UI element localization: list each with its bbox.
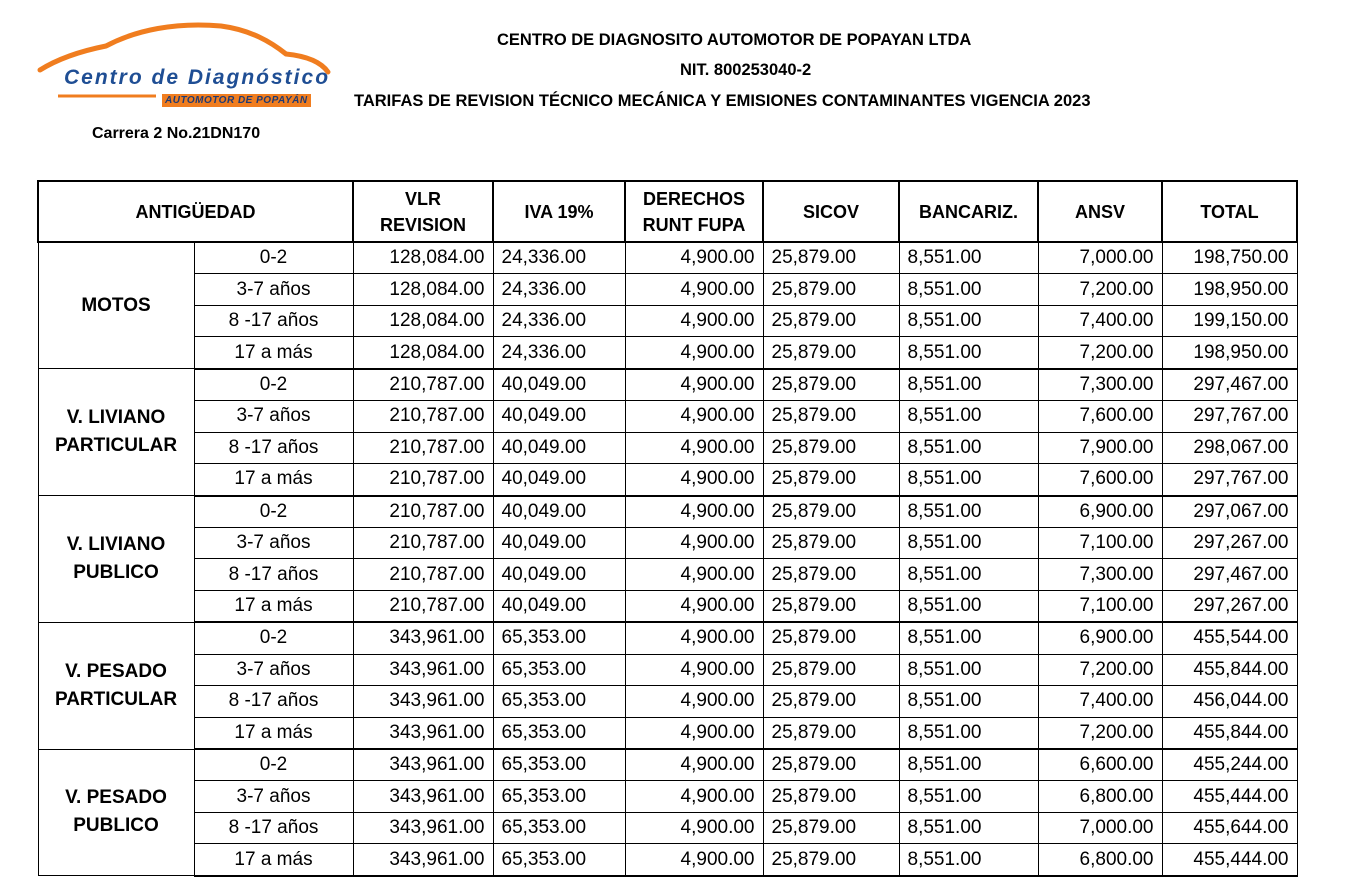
bancariz-cell: 8,551.00: [899, 812, 1038, 843]
table-row: [38, 844, 1297, 876]
vlr-revision-cell: 210,787.00: [353, 559, 493, 590]
sicov-cell: 25,879.00: [763, 369, 899, 401]
bancariz-cell: 8,551.00: [899, 242, 1038, 274]
company-logo: [36, 20, 356, 116]
iva-cell: 40,049.00: [493, 496, 625, 528]
ansv-cell: 7,000.00: [1038, 242, 1162, 274]
bancariz-cell: 8,551.00: [899, 559, 1038, 590]
table-row: [38, 749, 1297, 781]
derechos-runt-fupa-cell: 4,900.00: [625, 274, 763, 305]
age-cell: 0-2: [194, 496, 353, 528]
derechos-runt-fupa-cell: 4,900.00: [625, 812, 763, 843]
age-cell: 0-2: [194, 242, 353, 274]
group-label-line2: PUBLICO: [73, 561, 159, 583]
table-row: [38, 401, 1297, 432]
total-cell: 297,767.00: [1162, 401, 1297, 432]
derechos-runt-fupa-cell: 4,900.00: [625, 401, 763, 432]
total-cell: 198,950.00: [1162, 337, 1297, 369]
sicov-cell: 25,879.00: [763, 401, 899, 432]
group-label: [38, 749, 194, 876]
iva-cell: 40,049.00: [493, 527, 625, 558]
ansv-cell: 7,600.00: [1038, 401, 1162, 432]
total-cell: 198,950.00: [1162, 274, 1297, 305]
ansv-cell: 7,600.00: [1038, 464, 1162, 496]
group-label-line1: MOTOS: [81, 294, 151, 316]
bancariz-cell: 8,551.00: [899, 717, 1038, 749]
col-header-sicov: SICOV: [763, 181, 899, 242]
derechos-runt-fupa-cell: 4,900.00: [625, 654, 763, 685]
derechos-runt-fupa-cell: 4,900.00: [625, 527, 763, 558]
bancariz-cell: 8,551.00: [899, 369, 1038, 401]
bancariz-cell: 8,551.00: [899, 464, 1038, 496]
vehicle-group: [38, 749, 1297, 876]
iva-cell: 40,049.00: [493, 464, 625, 496]
age-cell: 8 -17 años: [194, 812, 353, 843]
age-cell: 3-7 años: [194, 274, 353, 305]
iva-cell: 65,353.00: [493, 622, 625, 654]
sicov-cell: 25,879.00: [763, 717, 899, 749]
table-row: [38, 559, 1297, 590]
total-cell: 455,844.00: [1162, 654, 1297, 685]
bancariz-cell: 8,551.00: [899, 686, 1038, 717]
total-cell: 199,150.00: [1162, 305, 1297, 336]
iva-cell: 24,336.00: [493, 305, 625, 336]
iva-cell: 40,049.00: [493, 590, 625, 622]
vlr-revision-cell: 343,961.00: [353, 717, 493, 749]
table-row: [38, 464, 1297, 496]
vlr-revision-cell: 128,084.00: [353, 305, 493, 336]
sicov-cell: 25,879.00: [763, 496, 899, 528]
ansv-cell: 7,200.00: [1038, 654, 1162, 685]
group-label-line2: PARTICULAR: [54, 435, 178, 457]
derechos-runt-fupa-cell: 4,900.00: [625, 369, 763, 401]
col-header-total: TOTAL: [1162, 181, 1297, 242]
table-row: [38, 686, 1297, 717]
col-header-bancariz: BANCARIZ.: [899, 181, 1038, 242]
group-label-line2: PARTICULAR: [54, 688, 178, 710]
derechos-runt-fupa-cell: 4,900.00: [625, 559, 763, 590]
sicov-cell: 25,879.00: [763, 527, 899, 558]
derechos-runt-fupa-cell: 4,900.00: [625, 464, 763, 496]
ansv-cell: 6,600.00: [1038, 749, 1162, 781]
ansv-cell: 7,400.00: [1038, 686, 1162, 717]
logo-subtext: AUTOMOTOR DE POPAYÁN: [162, 94, 311, 107]
company-name: CENTRO DE DIAGNOSITO AUTOMOTOR DE POPAYAN LTDA: [497, 31, 972, 49]
age-cell: 0-2: [194, 622, 353, 654]
col-header-derechos-line2: RUNT FUPA: [642, 214, 746, 235]
vehicle-group: [38, 369, 1297, 496]
col-header-vlr-line2: REVISION: [379, 214, 467, 235]
ansv-cell: 6,900.00: [1038, 622, 1162, 654]
age-cell: 17 a más: [194, 717, 353, 749]
vlr-revision-cell: 210,787.00: [353, 369, 493, 401]
vlr-revision-cell: 343,961.00: [353, 686, 493, 717]
table-row: [38, 590, 1297, 622]
iva-cell: 40,049.00: [493, 432, 625, 463]
group-label-line1: V. PESADO: [65, 787, 167, 809]
sicov-cell: 25,879.00: [763, 559, 899, 590]
derechos-runt-fupa-cell: 4,900.00: [625, 242, 763, 274]
page-title: TARIFAS DE REVISION TÉCNICO MECÁNICA Y EMISIONES CONTAMINANTES VIGENCIA 2023: [354, 92, 1091, 110]
age-cell: 3-7 años: [194, 654, 353, 685]
total-cell: 298,067.00: [1162, 432, 1297, 463]
col-header-ansv: ANSV: [1038, 181, 1162, 242]
age-cell: 3-7 años: [194, 401, 353, 432]
group-label-line1: V. LIVIANO: [66, 407, 166, 429]
table-header-row: [38, 181, 1297, 242]
iva-cell: 24,336.00: [493, 274, 625, 305]
sicov-cell: 25,879.00: [763, 432, 899, 463]
derechos-runt-fupa-cell: 4,900.00: [625, 305, 763, 336]
table-row: [38, 622, 1297, 654]
age-cell: 17 a más: [194, 464, 353, 496]
iva-cell: 65,353.00: [493, 686, 625, 717]
sicov-cell: 25,879.00: [763, 749, 899, 781]
sicov-cell: 25,879.00: [763, 274, 899, 305]
age-cell: 8 -17 años: [194, 432, 353, 463]
derechos-runt-fupa-cell: 4,900.00: [625, 590, 763, 622]
col-header-derechos-line1: DERECHOS: [642, 188, 745, 209]
bancariz-cell: 8,551.00: [899, 337, 1038, 369]
derechos-runt-fupa-cell: 4,900.00: [625, 717, 763, 749]
bancariz-cell: 8,551.00: [899, 749, 1038, 781]
rates-table: [37, 180, 1298, 877]
group-label: [38, 242, 194, 369]
age-cell: 0-2: [194, 749, 353, 781]
total-cell: 455,244.00: [1162, 749, 1297, 781]
vehicle-group: [38, 496, 1297, 623]
vlr-revision-cell: 343,961.00: [353, 654, 493, 685]
ansv-cell: 7,400.00: [1038, 305, 1162, 336]
sicov-cell: 25,879.00: [763, 781, 899, 812]
logo-text: Centro de Diagnóstico: [64, 66, 331, 89]
age-cell: 8 -17 años: [194, 559, 353, 590]
vlr-revision-cell: 128,084.00: [353, 274, 493, 305]
iva-cell: 40,049.00: [493, 559, 625, 590]
ansv-cell: 6,800.00: [1038, 844, 1162, 876]
vlr-revision-cell: 343,961.00: [353, 844, 493, 876]
ansv-cell: 6,900.00: [1038, 496, 1162, 528]
derechos-runt-fupa-cell: 4,900.00: [625, 622, 763, 654]
group-label-line1: V. LIVIANO: [66, 533, 166, 555]
table-row: [38, 369, 1297, 401]
derechos-runt-fupa-cell: 4,900.00: [625, 337, 763, 369]
group-label-line2: PUBLICO: [73, 815, 159, 837]
vlr-revision-cell: 128,084.00: [353, 242, 493, 274]
ansv-cell: 7,200.00: [1038, 337, 1162, 369]
total-cell: 297,467.00: [1162, 369, 1297, 401]
sicov-cell: 25,879.00: [763, 654, 899, 685]
vlr-revision-cell: 210,787.00: [353, 527, 493, 558]
total-cell: 455,644.00: [1162, 812, 1297, 843]
iva-cell: 65,353.00: [493, 844, 625, 876]
total-cell: 455,544.00: [1162, 622, 1297, 654]
age-cell: 17 a más: [194, 590, 353, 622]
bancariz-cell: 8,551.00: [899, 844, 1038, 876]
group-label-line1: V. PESADO: [65, 660, 167, 682]
derechos-runt-fupa-cell: 4,900.00: [625, 686, 763, 717]
col-header-vlr-revision: [353, 181, 493, 242]
bancariz-cell: 8,551.00: [899, 401, 1038, 432]
age-cell: 8 -17 años: [194, 305, 353, 336]
ansv-cell: 7,200.00: [1038, 717, 1162, 749]
derechos-runt-fupa-cell: 4,900.00: [625, 844, 763, 876]
group-label: [38, 496, 194, 623]
bancariz-cell: 8,551.00: [899, 654, 1038, 685]
table-row: [38, 812, 1297, 843]
table-row: [38, 781, 1297, 812]
bancariz-cell: 8,551.00: [899, 622, 1038, 654]
vlr-revision-cell: 343,961.00: [353, 812, 493, 843]
vlr-revision-cell: 210,787.00: [353, 496, 493, 528]
sicov-cell: 25,879.00: [763, 337, 899, 369]
sicov-cell: 25,879.00: [763, 242, 899, 274]
ansv-cell: 7,300.00: [1038, 369, 1162, 401]
vehicle-group: [38, 622, 1297, 749]
age-cell: 17 a más: [194, 337, 353, 369]
iva-cell: 65,353.00: [493, 812, 625, 843]
age-cell: 3-7 años: [194, 781, 353, 812]
iva-cell: 40,049.00: [493, 401, 625, 432]
sicov-cell: 25,879.00: [763, 844, 899, 876]
derechos-runt-fupa-cell: 4,900.00: [625, 432, 763, 463]
total-cell: 297,767.00: [1162, 464, 1297, 496]
total-cell: 297,267.00: [1162, 590, 1297, 622]
ansv-cell: 7,100.00: [1038, 590, 1162, 622]
total-cell: 198,750.00: [1162, 242, 1297, 274]
derechos-runt-fupa-cell: 4,900.00: [625, 496, 763, 528]
ansv-cell: 7,000.00: [1038, 812, 1162, 843]
iva-cell: 65,353.00: [493, 654, 625, 685]
company-nit: NIT. 800253040-2: [680, 61, 812, 79]
iva-cell: 24,336.00: [493, 242, 625, 274]
age-cell: 0-2: [194, 369, 353, 401]
sicov-cell: 25,879.00: [763, 812, 899, 843]
total-cell: 455,444.00: [1162, 844, 1297, 876]
vlr-revision-cell: 343,961.00: [353, 749, 493, 781]
age-cell: 17 a más: [194, 844, 353, 876]
table-row: [38, 527, 1297, 558]
total-cell: 455,844.00: [1162, 717, 1297, 749]
sicov-cell: 25,879.00: [763, 622, 899, 654]
vehicle-group: [38, 242, 1297, 369]
table-row: [38, 432, 1297, 463]
total-cell: 455,444.00: [1162, 781, 1297, 812]
bancariz-cell: 8,551.00: [899, 781, 1038, 812]
age-cell: 3-7 años: [194, 527, 353, 558]
vlr-revision-cell: 210,787.00: [353, 432, 493, 463]
derechos-runt-fupa-cell: 4,900.00: [625, 781, 763, 812]
vlr-revision-cell: 210,787.00: [353, 464, 493, 496]
company-address: Carrera 2 No.21DN170: [92, 125, 261, 142]
bancariz-cell: 8,551.00: [899, 590, 1038, 622]
sicov-cell: 25,879.00: [763, 464, 899, 496]
sicov-cell: 25,879.00: [763, 686, 899, 717]
col-header-iva: IVA 19%: [493, 181, 625, 242]
col-header-derechos: [625, 181, 763, 242]
bancariz-cell: 8,551.00: [899, 274, 1038, 305]
sicov-cell: 25,879.00: [763, 305, 899, 336]
iva-cell: 65,353.00: [493, 781, 625, 812]
col-header-vlr-line1: VLR: [405, 188, 441, 209]
bancariz-cell: 8,551.00: [899, 305, 1038, 336]
ansv-cell: 7,200.00: [1038, 274, 1162, 305]
ansv-cell: 7,100.00: [1038, 527, 1162, 558]
table-row: [38, 496, 1297, 528]
derechos-runt-fupa-cell: 4,900.00: [625, 749, 763, 781]
total-cell: 297,467.00: [1162, 559, 1297, 590]
vlr-revision-cell: 210,787.00: [353, 401, 493, 432]
table-row: [38, 654, 1297, 685]
iva-cell: 40,049.00: [493, 369, 625, 401]
vlr-revision-cell: 343,961.00: [353, 622, 493, 654]
table-row: [38, 242, 1297, 274]
col-header-antiguedad: ANTIGÜEDAD: [38, 181, 353, 242]
iva-cell: 24,336.00: [493, 337, 625, 369]
bancariz-cell: 8,551.00: [899, 496, 1038, 528]
vlr-revision-cell: 210,787.00: [353, 590, 493, 622]
bancariz-cell: 8,551.00: [899, 432, 1038, 463]
vlr-revision-cell: 128,084.00: [353, 337, 493, 369]
table-row: [38, 337, 1297, 369]
vlr-revision-cell: 343,961.00: [353, 781, 493, 812]
bancariz-cell: 8,551.00: [899, 527, 1038, 558]
total-cell: 297,067.00: [1162, 496, 1297, 528]
table-row: [38, 274, 1297, 305]
iva-cell: 65,353.00: [493, 749, 625, 781]
group-label: [38, 369, 194, 496]
sicov-cell: 25,879.00: [763, 590, 899, 622]
iva-cell: 65,353.00: [493, 717, 625, 749]
ansv-cell: 7,900.00: [1038, 432, 1162, 463]
total-cell: 297,267.00: [1162, 527, 1297, 558]
total-cell: 456,044.00: [1162, 686, 1297, 717]
ansv-cell: 6,800.00: [1038, 781, 1162, 812]
table-row: [38, 717, 1297, 749]
ansv-cell: 7,300.00: [1038, 559, 1162, 590]
group-label: [38, 622, 194, 749]
age-cell: 8 -17 años: [194, 686, 353, 717]
table-row: [38, 305, 1297, 336]
